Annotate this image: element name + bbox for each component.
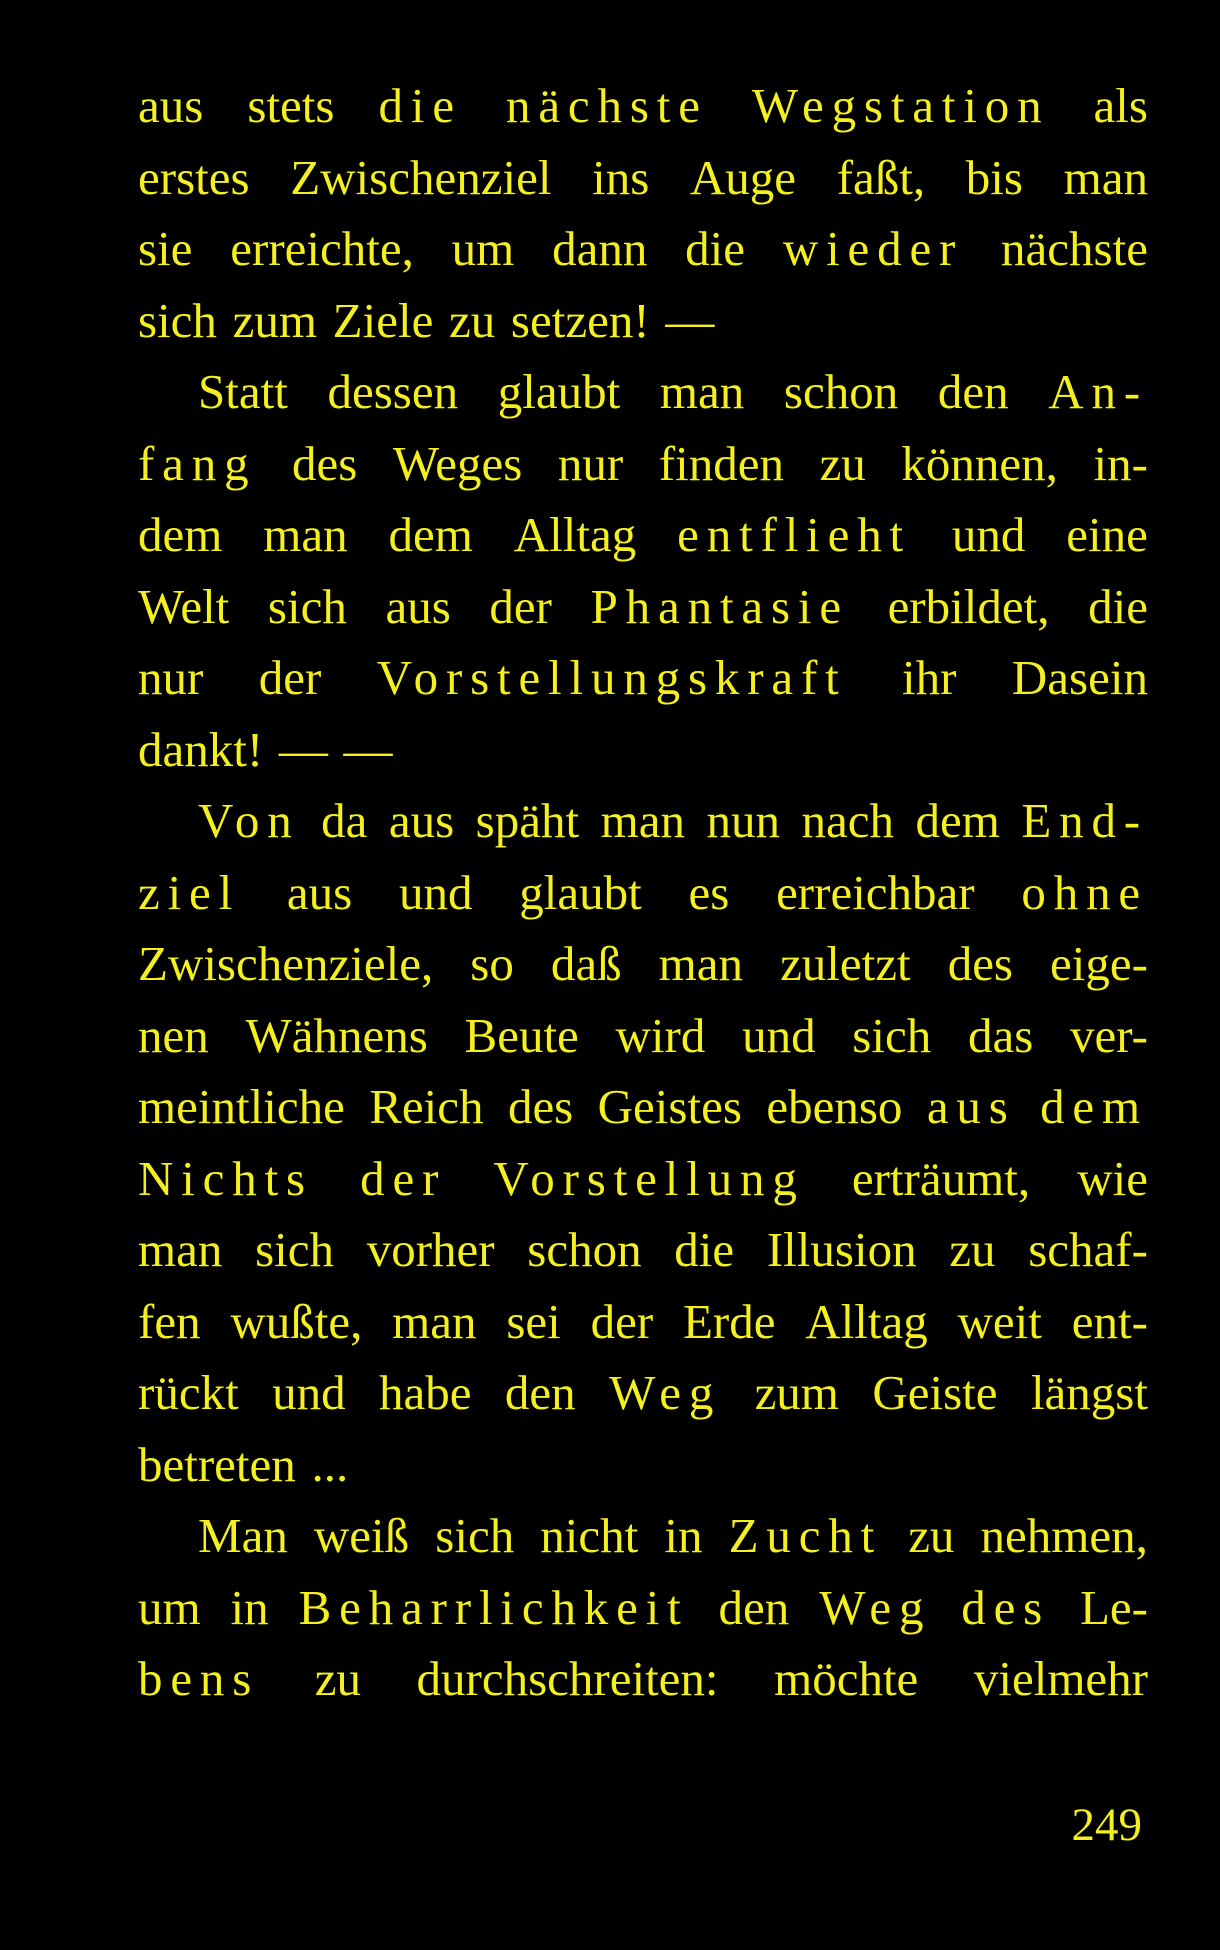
word: Dasein bbox=[1011, 650, 1148, 705]
word: glaubt bbox=[497, 364, 621, 419]
word: dankt! bbox=[138, 721, 264, 777]
text-line bbox=[138, 499, 1148, 571]
word: Geistes bbox=[597, 1079, 742, 1134]
word: nen bbox=[138, 1007, 209, 1063]
word: erreichte, bbox=[230, 221, 414, 276]
word: es bbox=[688, 864, 730, 920]
text-line bbox=[138, 285, 1148, 357]
spaced-word: Weg bbox=[609, 1365, 722, 1420]
spaced-word: nächste bbox=[505, 78, 708, 133]
word: Man bbox=[198, 1508, 288, 1563]
text-line bbox=[138, 356, 1148, 428]
word: — bbox=[343, 721, 393, 777]
spaced-word: Vorstellung bbox=[493, 1150, 805, 1206]
word: nur bbox=[557, 435, 624, 491]
word: der bbox=[258, 650, 322, 705]
word: zu bbox=[819, 435, 866, 491]
word: finden bbox=[658, 435, 784, 491]
word: rückt bbox=[138, 1365, 239, 1420]
word: in bbox=[230, 1579, 269, 1635]
word: des bbox=[947, 936, 1014, 991]
word: fen bbox=[138, 1293, 201, 1349]
text-line bbox=[138, 1000, 1148, 1072]
word: dessen bbox=[327, 364, 459, 419]
page-number: 249 bbox=[1071, 1799, 1142, 1851]
word: daß bbox=[550, 936, 622, 991]
word: Zwischenziele, bbox=[138, 936, 434, 991]
word: ent- bbox=[1071, 1293, 1148, 1349]
word: sei bbox=[506, 1293, 561, 1349]
word: setzen! bbox=[510, 292, 650, 348]
word: die bbox=[1088, 578, 1148, 634]
word: sich bbox=[267, 578, 347, 634]
spaced-word: dem bbox=[1040, 1079, 1148, 1134]
text-line bbox=[138, 1357, 1148, 1429]
word: man bbox=[138, 1222, 223, 1277]
word: man bbox=[600, 793, 685, 848]
text-line bbox=[138, 70, 1148, 142]
word: erträumt, bbox=[851, 1150, 1031, 1206]
word: — bbox=[665, 292, 715, 348]
word: Ziele bbox=[332, 292, 434, 348]
word: nach bbox=[801, 793, 894, 848]
spaced-word: Vorstellungskraft bbox=[376, 650, 847, 705]
word: um bbox=[138, 1579, 201, 1635]
word: Reich bbox=[369, 1079, 484, 1134]
word: erstes bbox=[138, 149, 250, 205]
word: in- bbox=[1093, 435, 1148, 491]
word: den bbox=[504, 1365, 576, 1420]
text-line bbox=[138, 1643, 1148, 1715]
word: dem bbox=[138, 507, 223, 562]
word: bis bbox=[965, 149, 1023, 205]
word: dem bbox=[388, 507, 473, 562]
word: faßt, bbox=[836, 149, 926, 205]
word: erbildet, bbox=[887, 578, 1050, 634]
word: das bbox=[967, 1007, 1034, 1063]
word: Weges bbox=[392, 435, 523, 491]
spaced-word: Phantasie bbox=[590, 578, 849, 634]
text-line bbox=[138, 571, 1148, 643]
spaced-word: entflieht bbox=[677, 507, 912, 562]
word: längst bbox=[1030, 1365, 1148, 1420]
word: man bbox=[392, 1293, 477, 1349]
spaced-word: Wegstation bbox=[751, 78, 1050, 133]
text-line bbox=[138, 1572, 1148, 1644]
word: und bbox=[398, 864, 473, 920]
word: können, bbox=[901, 435, 1058, 491]
word: sie bbox=[138, 221, 193, 276]
word: Wähnens bbox=[245, 1007, 428, 1063]
word: sich bbox=[435, 1508, 515, 1563]
word: der bbox=[590, 1293, 654, 1349]
word: zu bbox=[314, 1651, 361, 1706]
word: und bbox=[951, 507, 1026, 562]
word: erreichbar bbox=[776, 864, 975, 920]
word: Welt bbox=[138, 578, 230, 634]
word: die bbox=[674, 1222, 735, 1277]
word: Alltag bbox=[805, 1293, 928, 1349]
word: des bbox=[507, 1079, 574, 1134]
word: habe bbox=[379, 1365, 472, 1420]
word: aus bbox=[388, 793, 455, 848]
word: schon bbox=[527, 1222, 642, 1277]
word: Erde bbox=[682, 1293, 776, 1349]
word: man bbox=[1063, 149, 1148, 205]
word: den bbox=[937, 364, 1009, 419]
word: Illusion bbox=[766, 1222, 917, 1277]
word: möchte bbox=[774, 1651, 919, 1706]
word: dem bbox=[915, 793, 1000, 848]
body-text bbox=[138, 70, 1148, 1715]
text-line bbox=[138, 1143, 1148, 1215]
text-line bbox=[138, 1214, 1148, 1286]
word: zu bbox=[908, 1508, 955, 1563]
spaced-word: Beharrlichkeit bbox=[298, 1579, 689, 1635]
word: ihr bbox=[902, 650, 957, 705]
word: zuletzt bbox=[780, 936, 911, 991]
word: Statt bbox=[198, 364, 288, 419]
spaced-word: ohne bbox=[1021, 864, 1148, 920]
word: weiß bbox=[313, 1508, 410, 1563]
spaced-word: aus bbox=[926, 1079, 1016, 1134]
word: eige- bbox=[1050, 936, 1148, 991]
word: der bbox=[489, 578, 552, 634]
word: Auge bbox=[689, 149, 797, 205]
word: schon bbox=[783, 364, 899, 419]
text-line bbox=[138, 1286, 1148, 1358]
spaced-word: Nichts bbox=[138, 1150, 313, 1206]
word: des bbox=[292, 435, 358, 491]
spaced-word: wieder bbox=[782, 221, 964, 276]
word: nun bbox=[706, 793, 780, 848]
word: man bbox=[658, 936, 744, 991]
word: Geiste bbox=[872, 1365, 998, 1420]
word: späht bbox=[475, 793, 580, 848]
word: in bbox=[664, 1508, 703, 1563]
word: stets bbox=[247, 78, 335, 133]
text-line bbox=[138, 928, 1148, 1000]
text-line bbox=[138, 642, 1148, 714]
word: zum bbox=[232, 292, 317, 348]
word: betreten bbox=[138, 1436, 296, 1492]
word: und bbox=[272, 1365, 346, 1420]
word: Le- bbox=[1080, 1579, 1148, 1635]
spaced-word: Weg bbox=[819, 1579, 932, 1635]
word: Alltag bbox=[513, 507, 637, 562]
spaced-word: ziel bbox=[138, 864, 241, 920]
word: wußte, bbox=[230, 1293, 363, 1349]
word: zum bbox=[754, 1365, 839, 1420]
word: so bbox=[470, 936, 514, 991]
spaced-word: des bbox=[961, 1579, 1051, 1635]
word: nicht bbox=[540, 1508, 639, 1563]
word: ins bbox=[592, 149, 650, 205]
word: vielmehr bbox=[973, 1651, 1148, 1706]
word: als bbox=[1093, 78, 1148, 133]
word: man bbox=[659, 364, 745, 419]
word: eine bbox=[1066, 507, 1148, 562]
word: sich bbox=[852, 1007, 932, 1063]
text-line bbox=[138, 785, 1148, 857]
word: zu bbox=[949, 1222, 996, 1277]
word: da bbox=[321, 793, 368, 848]
word: die bbox=[685, 221, 746, 276]
word: — bbox=[278, 721, 328, 777]
word: vorher bbox=[366, 1222, 495, 1277]
word: nehmen, bbox=[980, 1508, 1148, 1563]
word: wie bbox=[1077, 1150, 1148, 1206]
text-line bbox=[138, 1071, 1148, 1143]
word: ... bbox=[311, 1436, 349, 1492]
text-line bbox=[138, 428, 1148, 500]
word: aus bbox=[385, 578, 451, 634]
word: weit bbox=[957, 1293, 1042, 1349]
word: sich bbox=[138, 292, 217, 348]
word: man bbox=[263, 507, 348, 562]
spaced-word: bens bbox=[138, 1651, 260, 1706]
spaced-word: End- bbox=[1021, 793, 1148, 848]
spaced-word: An- bbox=[1048, 364, 1148, 419]
word: meintliche bbox=[138, 1079, 345, 1134]
spaced-word: die bbox=[378, 78, 462, 133]
spaced-word: fang bbox=[138, 435, 257, 491]
word: schaf- bbox=[1028, 1222, 1148, 1277]
text-line bbox=[138, 142, 1148, 214]
word: ebenso bbox=[766, 1079, 903, 1134]
text-line bbox=[138, 1500, 1148, 1572]
word: um bbox=[451, 221, 515, 276]
text-line bbox=[138, 213, 1148, 285]
text-line bbox=[138, 857, 1148, 929]
word: sich bbox=[255, 1222, 334, 1277]
word: nur bbox=[138, 650, 204, 705]
word: Zwischenziel bbox=[290, 149, 552, 205]
word: den bbox=[718, 1579, 790, 1635]
spaced-word: der bbox=[360, 1150, 447, 1206]
word: Beute bbox=[464, 1007, 579, 1063]
word: durchschreiten: bbox=[416, 1651, 719, 1706]
word: glaubt bbox=[519, 864, 642, 920]
word: dann bbox=[552, 221, 648, 276]
word: wird bbox=[615, 1007, 706, 1063]
word: zu bbox=[448, 292, 496, 348]
word: aus bbox=[286, 864, 353, 920]
spaced-word: Zucht bbox=[728, 1508, 883, 1563]
spaced-word: Von bbox=[198, 793, 300, 848]
word: aus bbox=[138, 78, 204, 133]
text-line bbox=[138, 1429, 1148, 1501]
word: ver- bbox=[1070, 1007, 1148, 1063]
word: und bbox=[742, 1007, 816, 1063]
text-line bbox=[138, 714, 1148, 786]
word: nächste bbox=[1001, 221, 1148, 276]
